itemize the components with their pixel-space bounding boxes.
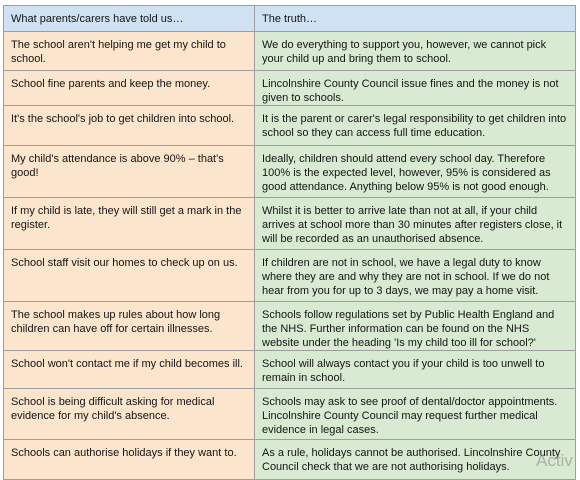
header-truth: The truth… [255, 6, 576, 32]
header-claim: What parents/carers have told us… [4, 6, 255, 32]
activation-watermark-text: Activ [536, 451, 573, 470]
table-row [4, 250, 576, 302]
truth-cell: School will always contact you if your child is too unwell to remain in school. [255, 351, 576, 389]
truth-cell: It is the parent or carer's legal responsibility to get children into school so they can access full time education. [255, 106, 576, 146]
table-row [4, 302, 576, 351]
table-row [4, 440, 576, 480]
table-row [4, 351, 576, 389]
claim-cell: School fine parents and keep the money. [4, 71, 255, 106]
table-header-row [4, 6, 576, 32]
myths-vs-truth-table [3, 5, 576, 480]
truth-cell: We do everything to support you, however, we cannot pick your child up and bring them to school. [255, 32, 576, 71]
claim-cell: School is being difficult asking for medical evidence for my child's absence. [4, 389, 255, 440]
truth-cell: Schools follow regulations set by Public Health England and the NHS. Further information can be found on the NHS website under the heading 'Is my child too ill for school?' [255, 302, 576, 351]
claim-cell: It's the school's job to get children into school. [4, 106, 255, 146]
table-row [4, 106, 576, 146]
claim-cell: School won't contact me if my child becomes ill. [4, 351, 255, 389]
claim-cell: The school aren't helping me get my child to school. [4, 32, 255, 71]
claim-cell: My child's attendance is above 90% – that's good! [4, 146, 255, 198]
claim-cell: School staff visit our homes to check up on us. [4, 250, 255, 302]
truth-cell: If children are not in school, we have a legal duty to know where they are and why they are not in school. If we do not hear from you for up to 3 days, we may pay a home visit. [255, 250, 576, 302]
claim-cell: Schools can authorise holidays if they want to. [4, 440, 255, 480]
truth-cell: Lincolnshire County Council issue fines and the money is not given to schools. [255, 71, 576, 106]
truth-cell: Schools may ask to see proof of dental/doctor appointments. Lincolnshire County Council may request further medical evidence in legal cases. [255, 389, 576, 440]
table-row [4, 71, 576, 106]
claim-cell: The school makes up rules about how long children can have off for certain illnesses. [4, 302, 255, 351]
truth-cell: Whilst it is better to arrive late than not at all, if your child arrives at school more than 30 minutes after registers close, it will be recorded as an unauthorised absence. [255, 198, 576, 250]
table-row [4, 389, 576, 440]
activation-watermark [536, 450, 580, 474]
claim-cell: If my child is late, they will still get a mark in the register. [4, 198, 255, 250]
truth-cell: Ideally, children should attend every school day. Therefore 100% is the expected level, however, 95% is considered as good attendance. Anything below 95% is not good enough. [255, 146, 576, 198]
table-row [4, 198, 576, 250]
table-row [4, 32, 576, 71]
table-row [4, 146, 576, 198]
truth-cell: As a rule, holidays cannot be authorised. Lincolnshire County Council check that we are not authorising holidays. [255, 440, 576, 480]
